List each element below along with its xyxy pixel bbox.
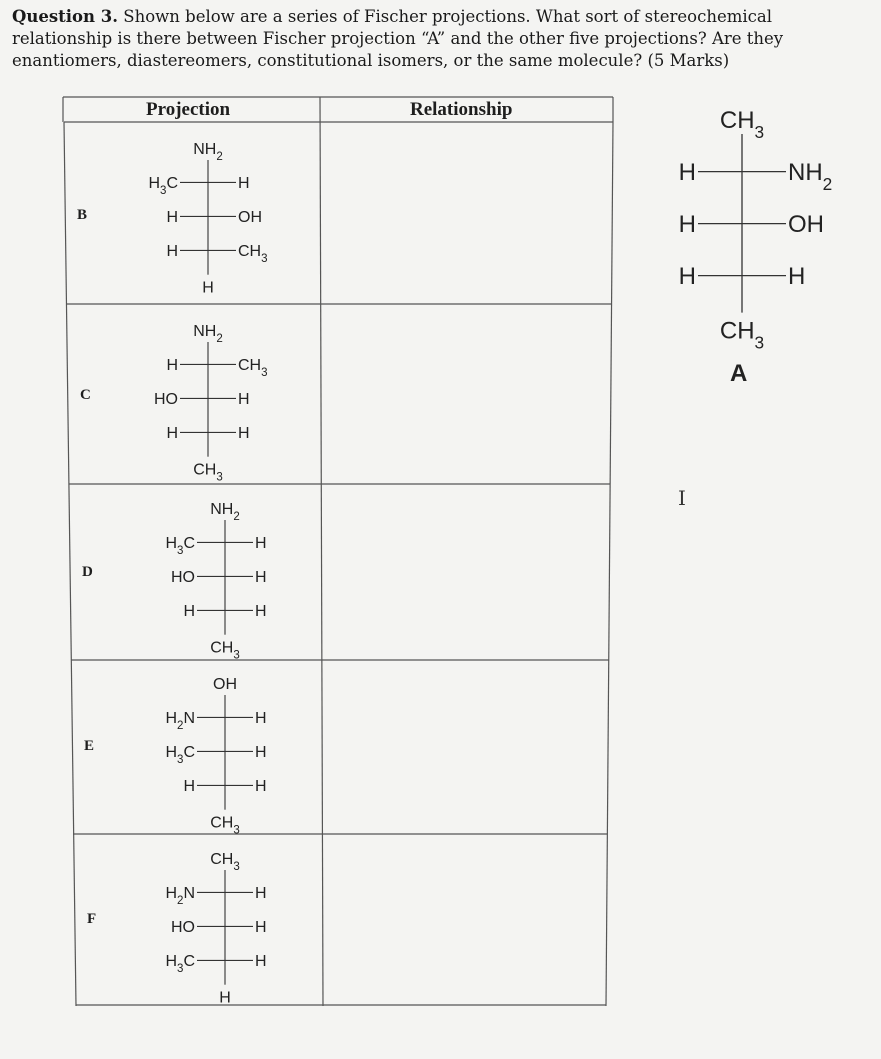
fischer-left-group: H <box>678 159 696 186</box>
fischer-right-group: H <box>255 603 267 620</box>
fischer-right-group: H <box>255 744 267 761</box>
fischer-right-group: $CH_3$ <box>238 243 268 265</box>
fischer-right-group: OH <box>238 209 262 226</box>
fischer-right-group: $CH_3$ <box>238 357 268 379</box>
header-relationship: Relationship <box>410 99 513 120</box>
row-label-b: B <box>77 207 88 223</box>
fischer-left-group: $H_2N$ <box>165 885 195 907</box>
fischer-left-group: HO <box>171 919 195 936</box>
fischer-left-group: H <box>183 603 195 620</box>
fischer-right-group: OH <box>788 211 824 238</box>
text-cursor-icon: I <box>678 486 686 510</box>
fischer-top-group: $NH_2$ <box>193 323 223 345</box>
fischer-top-group: $CH_3$ <box>210 851 240 873</box>
fischer-left-group: H <box>166 357 178 374</box>
fischer-left-group: H <box>183 778 195 795</box>
fischer-right-group: H <box>255 778 267 795</box>
fischer-right-group: H <box>255 953 267 970</box>
row-label-f: F <box>87 911 97 927</box>
fischer-projection-a <box>660 98 866 413</box>
fischer-left-group: $H_3C$ <box>165 744 195 766</box>
fischer-top-group: OH <box>213 676 237 693</box>
relationship-cell-b[interactable] <box>324 124 610 302</box>
fischer-bottom-group: $CH_3$ <box>210 639 240 662</box>
row-label-d: D <box>82 564 93 580</box>
fischer-right-group: H <box>788 263 806 290</box>
fischer-bottom-group: $CH_3$ <box>193 461 223 484</box>
relationship-cell-f[interactable] <box>326 836 604 1004</box>
fischer-top-group: $NH_2$ <box>193 141 223 163</box>
fischer-right-group: H <box>255 535 267 552</box>
fischer-left-group: HO <box>171 569 195 586</box>
fischer-left-group: H <box>166 425 178 442</box>
fischer-right-group: H <box>255 885 267 902</box>
question-body: Shown below are a series of Fischer projections. What sort of stereochemical relationship is there between Fischer projection “A” and the other five projections? Are they enantiomers, diastereomers, constitutional isomers, or the same molecule? (5 Marks) <box>12 7 784 70</box>
question-text <box>12 6 872 72</box>
fischer-right-group: H <box>255 710 267 727</box>
fischer-right-group: H <box>238 425 250 442</box>
projection-a-label: A <box>730 360 748 387</box>
fischer-left-group: H <box>678 211 696 238</box>
fischer-left-group: $H_2N$ <box>165 710 195 732</box>
fischer-right-group: H <box>238 175 250 192</box>
fischer-left-group: H <box>678 263 696 290</box>
fischer-bottom-group: H <box>202 279 214 297</box>
fischer-right-group: H <box>238 391 250 408</box>
fischer-projection-f <box>147 840 333 1059</box>
row-label-e: E <box>84 738 95 754</box>
fischer-left-group: $H_3C$ <box>165 535 195 557</box>
fischer-left-group: $H_3C$ <box>148 175 178 197</box>
fischer-bottom-group: $CH_3$ <box>210 814 240 837</box>
relationship-cell-c[interactable] <box>324 306 608 482</box>
row-label-c: C <box>80 387 91 403</box>
header-projection: Projection <box>146 99 231 120</box>
fischer-top-group: $CH_3$ <box>719 107 765 142</box>
fischer-bottom-group: H <box>219 989 231 1007</box>
fischer-left-group: H <box>166 209 178 226</box>
fischer-right-group: H <box>255 919 267 936</box>
fischer-right-group: $NH_2$ <box>788 159 833 194</box>
relationship-cell-d[interactable] <box>325 486 607 658</box>
fischer-left-group: HO <box>154 391 178 408</box>
fischer-left-group: $H_3C$ <box>165 953 195 975</box>
relationship-cell-e[interactable] <box>325 662 605 832</box>
fischer-top-group: $NH_2$ <box>210 501 240 523</box>
question-number: Question 3. <box>12 7 119 26</box>
fischer-bottom-group: $CH_3$ <box>719 317 765 353</box>
fischer-left-group: H <box>166 243 178 260</box>
fischer-right-group: H <box>255 569 267 586</box>
